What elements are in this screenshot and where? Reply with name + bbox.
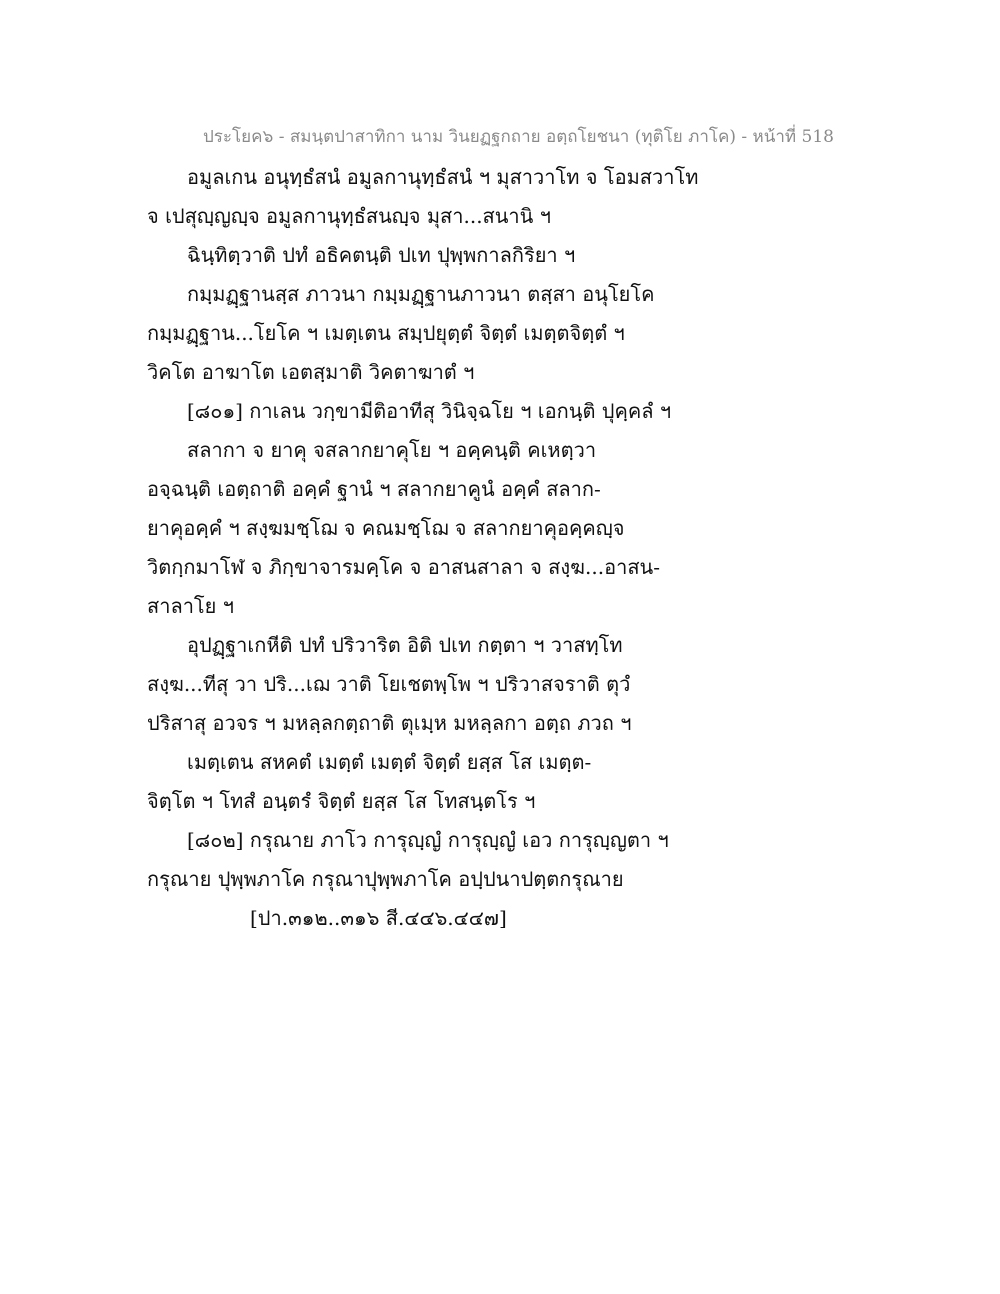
body-text <box>147 158 847 938</box>
text-line: ปริสาสุ อวจร ฯ มหลฺลกตฺถาติ ตุเมฺห มหลฺลกา อตฺถ ภวถ ฯ <box>147 711 632 735</box>
text-line: สลากา จ ยาคุ จสลากยาคุโย ฯ อคฺคนฺติ คเหตฺวา <box>187 438 597 462</box>
text-line: [๘๐๑] กาเลน วกฺขามีติอาทีสุ วินิจฺฉโย ฯ เอกนฺติ ปุคฺคลํ ฯ <box>187 399 672 423</box>
text-line: จ เปสุญฺญญฺจ อมูลกานุทฺธํสนญฺจ มุสา...สนานิ ฯ <box>147 204 551 228</box>
text-line: เมตฺเตน สหคตํ เมตฺตํ เมตฺตํ จิตฺตํ ยสฺส โส เมตฺต- <box>187 750 592 774</box>
text-line: วิตกฺกมาโฬ จ ภิกฺขาจารมคฺโค จ อาสนสาลา จ สงฺฆ...อาสน- <box>147 555 660 579</box>
text-line: สงฺฆ...ทีสุ วา ปริ...เฌ วาติ โยเชตพฺโพ ฯ ปริวาสจราติ ตุวํ <box>147 672 631 696</box>
reference-line: [ปา.๓๑๒..๓๑๖ สี.๔๔๖.๔๔๗] <box>250 906 507 930</box>
text-line: กมฺมฏฺฐาน...โยโค ฯ เมตฺเตน สมฺปยุตฺตํ จิตฺตํ เมตฺตจิตฺตํ ฯ <box>147 321 625 345</box>
text-line: กมฺมฏฺฐานสฺส ภาวนา กมฺมฏฺฐานภาวนา ตสฺสา อนุโยโค <box>187 282 655 306</box>
text-line: สาลาโย ฯ <box>147 594 234 618</box>
text-line: จิตฺโต ฯ โทสํ อนฺตรํ จิตฺตํ ยสฺส โส โทสนฺตโร ฯ <box>147 789 536 813</box>
text-line: [๘๐๒] กรุณาย ภาโว การุญฺญํ การุญฺญํ เอว การุญฺญตา ฯ <box>187 828 669 852</box>
text-line: ฉินฺทิตฺวาติ ปทํ อธิคตนฺติ ปเท ปุพฺพกาลกิริยา ฯ <box>187 243 576 267</box>
text-line: วิคโต อาฆาโต เอตสฺมาติ วิคตาฆาตํ ฯ <box>147 360 475 384</box>
page-header: ประโยค๖ - สมนฺตปาสาทิกา นาม วินยฏฐกถาย อตฺถโยชนา (ทุติโย ภาโค) - หน้าที่ 518 <box>203 127 834 147</box>
text-line: อจฺฉนฺติ เอตฺถาติ อคฺคํ ฐานํ ฯ สลากยาคูนํ อคฺคํ สลาก- <box>147 477 601 501</box>
text-line: อมูลเกน อนุทฺธํสนํ อมูลกานุทฺธํสนํ ฯ มุสาวาโท จ โอมสวาโท <box>187 165 699 189</box>
text-line: ยาคุอคฺคํ ฯ สงฺฆมชฺโฌ จ คณมชฺโฌ จ สลากยาคุอคฺคญฺจ <box>147 516 625 540</box>
text-line: กรุณาย ปุพฺพภาโค กรุณาปุพฺพภาโค อปฺปนาปตฺตกรุณาย <box>147 867 624 891</box>
text-line: อุปฏฺฐาเกหีติ ปทํ ปริวาริต อิติ ปเท กตฺตา ฯ วาสทฺโท <box>187 633 623 657</box>
